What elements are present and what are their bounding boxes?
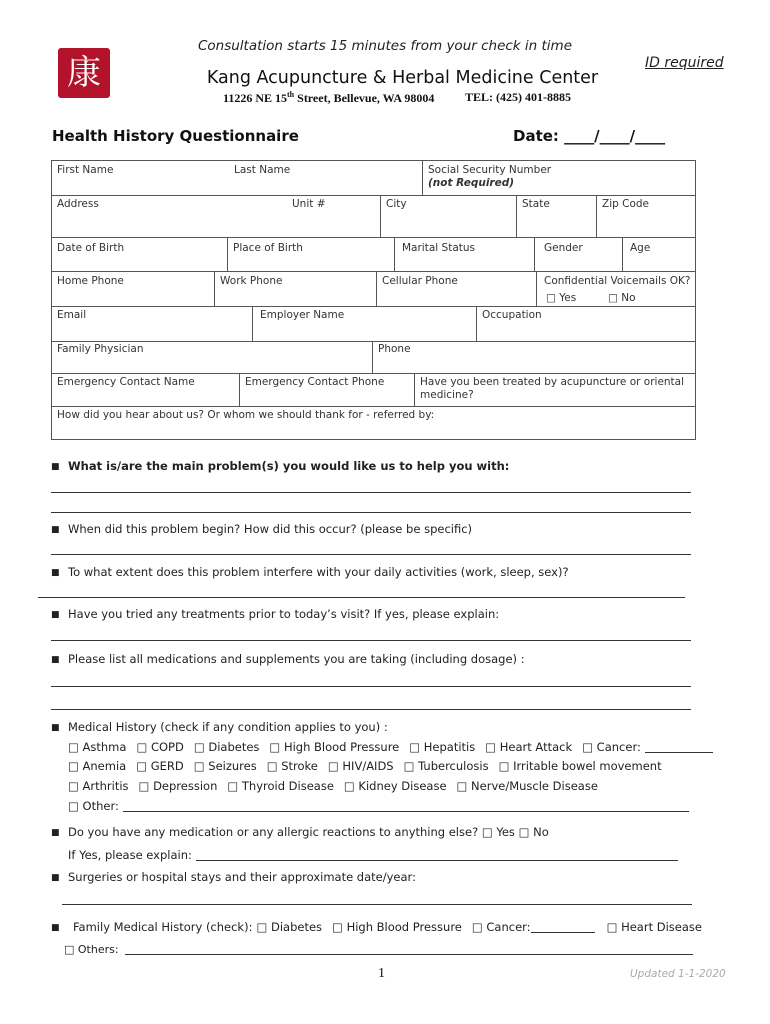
page-number: 1 xyxy=(378,966,385,981)
first-name-field[interactable]: First Name xyxy=(57,164,114,176)
consultation-tagline: Consultation starts 15 minutes from your check in time xyxy=(197,38,573,54)
family-cancer-blank[interactable] xyxy=(531,932,595,933)
medical-history-other xyxy=(68,799,699,813)
checkbox-stroke[interactable]: □ Stroke xyxy=(266,759,318,773)
emergency-phone-field[interactable]: Emergency Contact Phone xyxy=(245,376,385,388)
grid-divider xyxy=(380,195,381,237)
checkbox-seizures[interactable]: □ Seizures xyxy=(193,759,257,773)
family-others xyxy=(64,943,703,956)
age-field[interactable]: Age xyxy=(630,242,651,254)
answer-line[interactable] xyxy=(51,709,691,710)
medical-history-row-1 xyxy=(68,740,723,754)
updated-date: Updated 1-1-2020 xyxy=(630,968,726,980)
question-onset: ■ When did this problem begin? How did this occur? (please be specific) xyxy=(51,522,473,536)
grid-divider xyxy=(52,237,695,238)
patient-info-grid xyxy=(51,160,696,440)
pob-field[interactable]: Place of Birth xyxy=(233,242,303,254)
grid-divider xyxy=(252,306,253,341)
question-surgeries: ■ Surgeries or hospital stays and their approximate date/year: xyxy=(51,870,416,884)
grid-divider xyxy=(52,373,695,374)
answer-line[interactable] xyxy=(51,686,691,687)
gender-field[interactable]: Gender xyxy=(544,242,583,254)
state-field[interactable]: State xyxy=(522,198,550,210)
work-phone-field[interactable]: Work Phone xyxy=(220,275,283,287)
grid-divider xyxy=(52,341,695,342)
cell-phone-field[interactable]: Cellular Phone xyxy=(382,275,458,287)
answer-line[interactable] xyxy=(38,597,685,598)
checkbox-hepatitis[interactable]: □ Hepatitis xyxy=(409,740,476,754)
checkbox-thyroid[interactable]: □ Thyroid Disease xyxy=(227,779,334,793)
checkbox-asthma[interactable]: □ Asthma xyxy=(68,740,127,754)
question-family-history: ■ Family Medical History (check): □ Diabetes □ High Blood Pressure □ Cancer: □ Heart Disease xyxy=(51,920,702,934)
answer-line[interactable] xyxy=(51,512,691,513)
answer-line[interactable] xyxy=(51,492,691,493)
checkbox-hiv-aids[interactable]: □ HIV/AIDS xyxy=(327,759,394,773)
voicemail-no-checkbox[interactable]: □ No xyxy=(608,292,636,304)
grid-divider xyxy=(414,373,415,406)
family-checkbox-hbp[interactable]: □ High Blood Pressure xyxy=(332,920,462,934)
grid-divider xyxy=(516,195,517,237)
checkbox-anemia[interactable]: □ Anemia xyxy=(68,759,127,773)
question-prior-treatments: ■ Have you tried any treatments prior to today’s visit? If yes, please explain: xyxy=(51,607,500,621)
family-checkbox-diabetes[interactable]: □ Diabetes xyxy=(256,920,323,934)
checkbox-arthritis[interactable]: □ Arthritis xyxy=(68,779,129,793)
city-field[interactable]: City xyxy=(386,198,407,210)
checkbox-depression[interactable]: □ Depression xyxy=(138,779,218,793)
family-others-blank[interactable] xyxy=(125,954,693,955)
checkbox-ibs[interactable]: □ Irritable bowel movement xyxy=(498,759,662,773)
family-checkbox-others[interactable]: □ Others: xyxy=(64,943,119,956)
grid-divider xyxy=(596,195,597,237)
question-main-problem: ■ What is/are the main problem(s) you would like us to help you with: xyxy=(51,459,510,473)
checkbox-copd[interactable]: □ COPD xyxy=(136,740,184,754)
unit-field[interactable]: Unit # xyxy=(292,198,326,210)
cancer-blank[interactable] xyxy=(645,752,713,753)
address-field[interactable]: Address xyxy=(57,198,99,210)
grid-divider xyxy=(394,237,395,271)
treated-question[interactable]: Have you been treated by acupuncture or oriental xyxy=(420,376,685,388)
checkbox-high-blood-pressure[interactable]: □ High Blood Pressure xyxy=(269,740,400,754)
form-title: Health History Questionnaire xyxy=(52,127,299,145)
checkbox-gerd[interactable]: □ GERD xyxy=(136,759,184,773)
checkbox-kidney[interactable]: □ Kidney Disease xyxy=(343,779,447,793)
question-interference: ■ To what extent does this problem interfere with your daily activities (work, sleep, sex)? xyxy=(51,565,569,579)
question-allergies: ■ Do you have any medication or any allergic reactions to anything else? □ Yes □ No xyxy=(51,825,549,839)
grid-divider xyxy=(476,306,477,341)
zip-field[interactable]: Zip Code xyxy=(602,198,649,210)
family-checkbox-heart-disease[interactable]: □ Heart Disease xyxy=(606,920,702,934)
employer-field[interactable]: Employer Name xyxy=(260,309,345,321)
ssn-field[interactable]: Social Security Number xyxy=(428,164,552,176)
grid-divider xyxy=(52,406,695,407)
family-checkbox-cancer[interactable]: □ Cancer: xyxy=(471,920,531,934)
physician-field[interactable]: Family Physician xyxy=(57,343,144,355)
voicemail-question: Confidential Voicemails OK? xyxy=(544,275,691,287)
home-phone-field[interactable]: Home Phone xyxy=(57,275,124,287)
answer-line[interactable] xyxy=(51,554,691,555)
medical-history-row-3 xyxy=(68,779,608,793)
answer-line[interactable] xyxy=(62,904,692,905)
grid-divider xyxy=(536,271,537,306)
answer-line[interactable] xyxy=(51,640,691,641)
grid-divider xyxy=(622,237,623,271)
grid-divider xyxy=(52,271,695,272)
treated-question-cont: medicine? xyxy=(420,389,474,401)
center-address: 11226 NE 15th Street, Bellevue, WA 98004 xyxy=(223,90,435,105)
referral-field[interactable]: How did you hear about us? Or whom we should thank for - referred by: xyxy=(57,409,435,421)
question-medical-history: ■ Medical History (check if any condition applies to you) : xyxy=(51,720,388,734)
date-field[interactable]: Date: ____/____/____ xyxy=(513,127,666,145)
grid-divider xyxy=(52,195,695,196)
checkbox-tuberculosis[interactable]: □ Tuberculosis xyxy=(403,759,489,773)
email-field[interactable]: Email xyxy=(57,309,87,321)
checkbox-nerve-muscle[interactable]: □ Nerve/Muscle Disease xyxy=(456,779,598,793)
grid-divider xyxy=(422,161,423,195)
checkbox-diabetes[interactable]: □ Diabetes xyxy=(193,740,260,754)
emergency-name-field[interactable]: Emergency Contact Name xyxy=(57,376,195,388)
center-phone: TEL: (425) 401-8885 xyxy=(465,90,571,104)
allergy-explain-blank[interactable] xyxy=(196,860,678,861)
other-blank[interactable] xyxy=(123,811,689,812)
checkbox-cancer[interactable]: □ Cancer: xyxy=(582,740,641,754)
id-required-note: ID required xyxy=(645,55,724,71)
question-medications: ■ Please list all medications and supplements you are taking (including dosage) : xyxy=(51,652,525,666)
marital-status-field[interactable]: Marital Status xyxy=(402,242,475,254)
voicemail-yes-checkbox[interactable]: □ Yes xyxy=(546,292,577,304)
grid-divider xyxy=(239,373,240,406)
ssn-note: (not Required) xyxy=(428,177,515,189)
checkbox-heart-attack[interactable]: □ Heart Attack xyxy=(485,740,573,754)
checkbox-other[interactable]: □ Other: xyxy=(68,799,119,813)
logo-glyph: 康 xyxy=(67,53,101,93)
physician-phone-field[interactable]: Phone xyxy=(378,343,411,355)
grid-divider xyxy=(376,271,377,306)
dob-field[interactable]: Date of Birth xyxy=(57,242,125,254)
grid-divider xyxy=(227,237,228,271)
center-name: Kang Acupuncture & Herbal Medicine Center xyxy=(206,68,599,88)
grid-divider xyxy=(372,341,373,373)
medical-history-row-2 xyxy=(68,759,672,773)
grid-divider xyxy=(534,237,535,271)
allergy-explain: If Yes, please explain: xyxy=(68,848,688,862)
grid-divider xyxy=(52,306,695,307)
grid-divider xyxy=(214,271,215,306)
last-name-field[interactable]: Last Name xyxy=(234,164,291,176)
occupation-field[interactable]: Occupation xyxy=(482,309,542,321)
